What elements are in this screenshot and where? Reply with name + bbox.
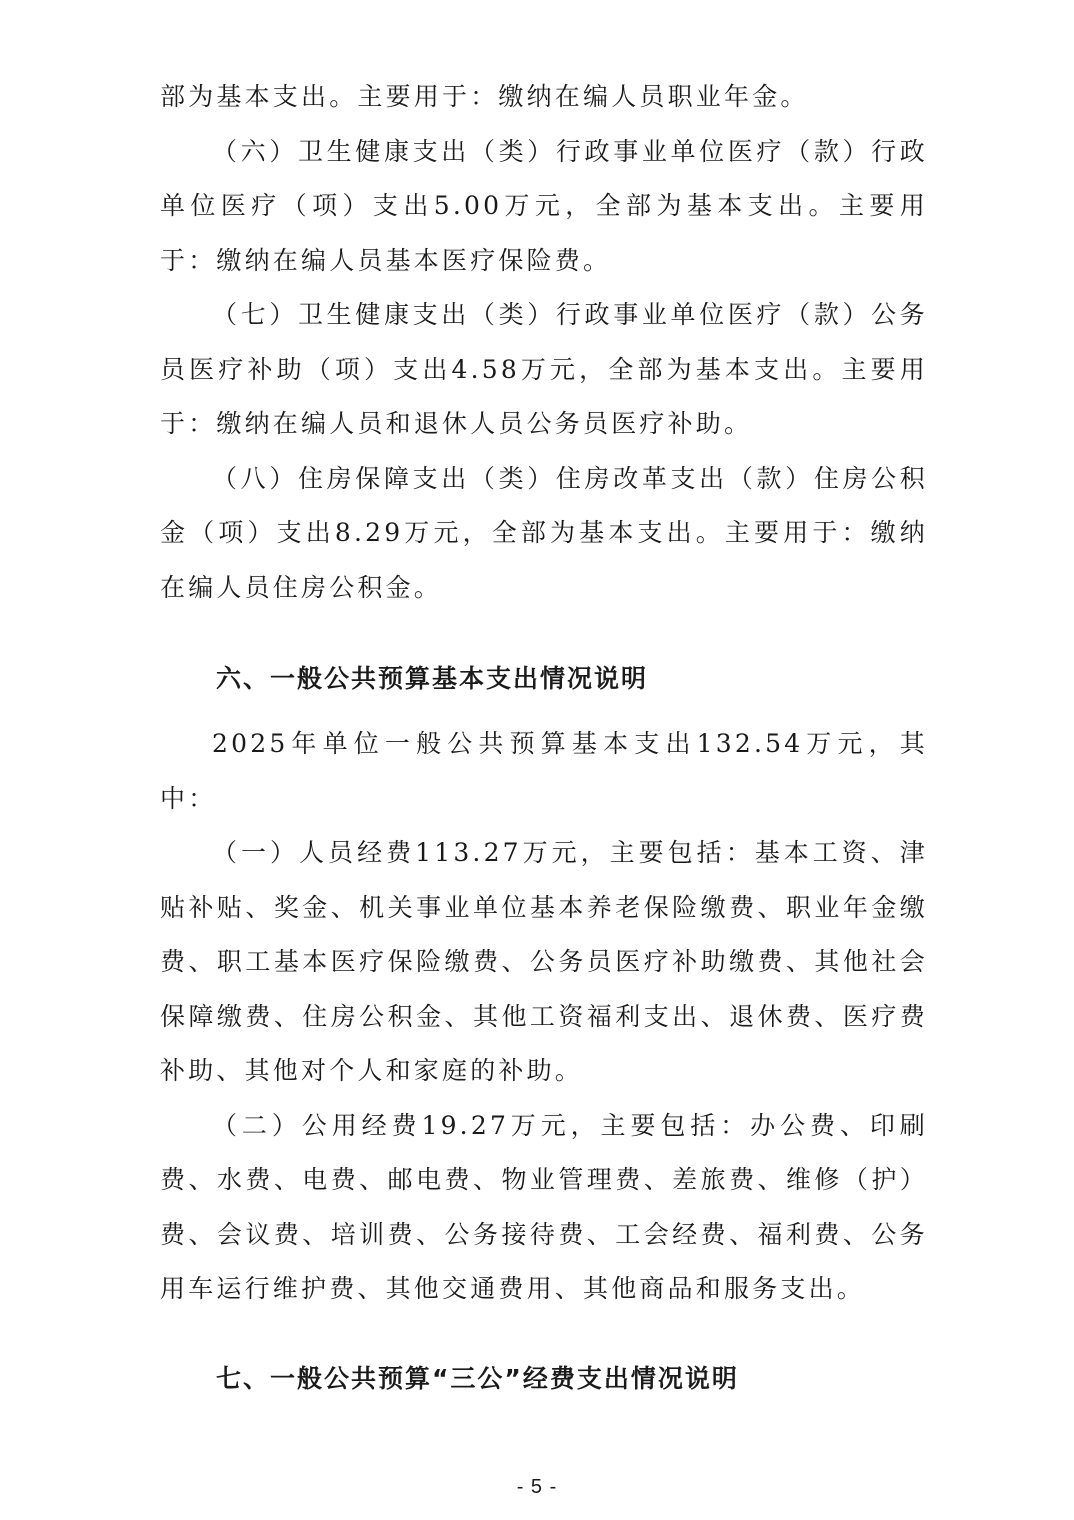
paragraph-public-expenses: （二）公用经费19.27万元，主要包括：办公费、印刷费、水费、电费、邮电费、物业管理费、差旅费、维修（护）费、会议费、培训费、公务接待费、工会经费、福利费、公务用车运行维护费、其他交通费用、其他商品和服务支出。: [160, 1110, 928, 1303]
paragraph-continuation: 部为基本支出。主要用于：缴纳在编人员职业年金。: [160, 82, 809, 111]
page-body: [160, 70, 928, 1411]
page-number: - 5 -: [516, 1476, 558, 1498]
section-heading-6: 六、一般公共预算基本支出情况说明: [216, 664, 649, 693]
section-heading-7: 七、一般公共预算“三公”经费支出情况说明: [216, 1363, 739, 1393]
paragraph-personnel-expenses: （一）人员经费113.27万元，主要包括：基本工资、津贴补贴、奖金、机关事业单位基本养老保险缴费、职业年金缴费、职工基本医疗保险缴费、公务员医疗补助缴费、其他社会保障缴费、住房公积金、其他工资福利支出、退休费、医疗费补助、其他对个人和家庭的补助。: [160, 838, 928, 1085]
paragraph-item-7: （七）卫生健康支出（类）行政事业单位医疗（款）公务员医疗补助（项）支出4.58万元，全部为基本支出。主要用于：缴纳在编人员和退休人员公务员医疗补助。: [160, 300, 928, 438]
paragraph-basic-expenditure-summary: 2025年单位一般公共预算基本支出132.54万元，其中：: [160, 729, 928, 813]
paragraph-item-8: （八）住房保障支出（类）住房改革支出（款）住房公积金（项）支出8.29万元，全部为基本支出。主要用于：缴纳在编人员住房公积金。: [160, 463, 928, 602]
paragraph-item-6: （六）卫生健康支出（类）行政事业单位医疗（款）行政单位医疗（项）支出5.00万元，全部为基本支出。主要用于：缴纳在编人员基本医疗保险费。: [160, 136, 928, 275]
